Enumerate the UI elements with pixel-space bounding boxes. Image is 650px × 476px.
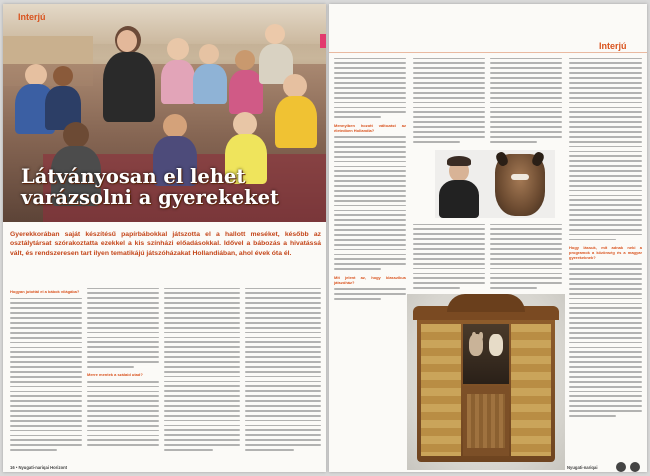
page-footer: 16 • Nyugati-nariqai Horizont [10, 465, 68, 470]
body-column-1 [10, 286, 82, 464]
right-body-column-2 [413, 56, 485, 146]
header-rule [329, 52, 647, 53]
body-column-4 [245, 286, 321, 464]
right-body-column-2-lower [413, 222, 485, 290]
question-heading: Merre mentek a szálaid utad? [87, 372, 143, 378]
article-title: Látványosan el lehet varázsolni a gyerekeket [21, 165, 280, 209]
body-column-2 [87, 286, 159, 464]
question-heading: Hogyan jutottál el a bábok világába? [10, 289, 80, 294]
right-page [329, 4, 647, 472]
question-heading: Mit jelent az, hogy klasszikus játszóház? [334, 274, 406, 285]
photo-puppet-theater [407, 294, 565, 470]
question-heading: Mennyiben hozott változást az életedben Hollandia? [334, 122, 406, 133]
right-body-column-3-lower [490, 222, 562, 290]
right-body-column-4 [569, 56, 642, 456]
nav-dot-icon[interactable] [630, 462, 640, 472]
pink-edge-mark [320, 34, 326, 48]
article-lead: Gyerekkorában saját készítésű papírbábokkal játszotta el a hallott meséket, később az osztálytársat szórakoztatta ezekkel a kis színházi előadásokkal. Idővel a bábozás a hivatássá vált, és rendszeresen tart ilyen tematikájú játszóházakat Hollandiában, ahol évek óta él. [10, 231, 321, 257]
question-heading: Hogy lássuk, mit adnak neki a programok a közönség és a magyar gyerekeknek? [569, 244, 642, 260]
body-column-3 [164, 286, 240, 464]
right-body-column-3 [490, 56, 562, 146]
nav-dot-icon[interactable] [616, 462, 626, 472]
right-body-column-1 [334, 56, 406, 468]
section-label: Interjú [599, 41, 627, 51]
page-footer: Nyugati-nariqai [567, 465, 598, 470]
left-page [3, 4, 326, 472]
section-label: Interjú [18, 12, 46, 22]
photo-puppeteer-with-puppets [435, 150, 555, 218]
